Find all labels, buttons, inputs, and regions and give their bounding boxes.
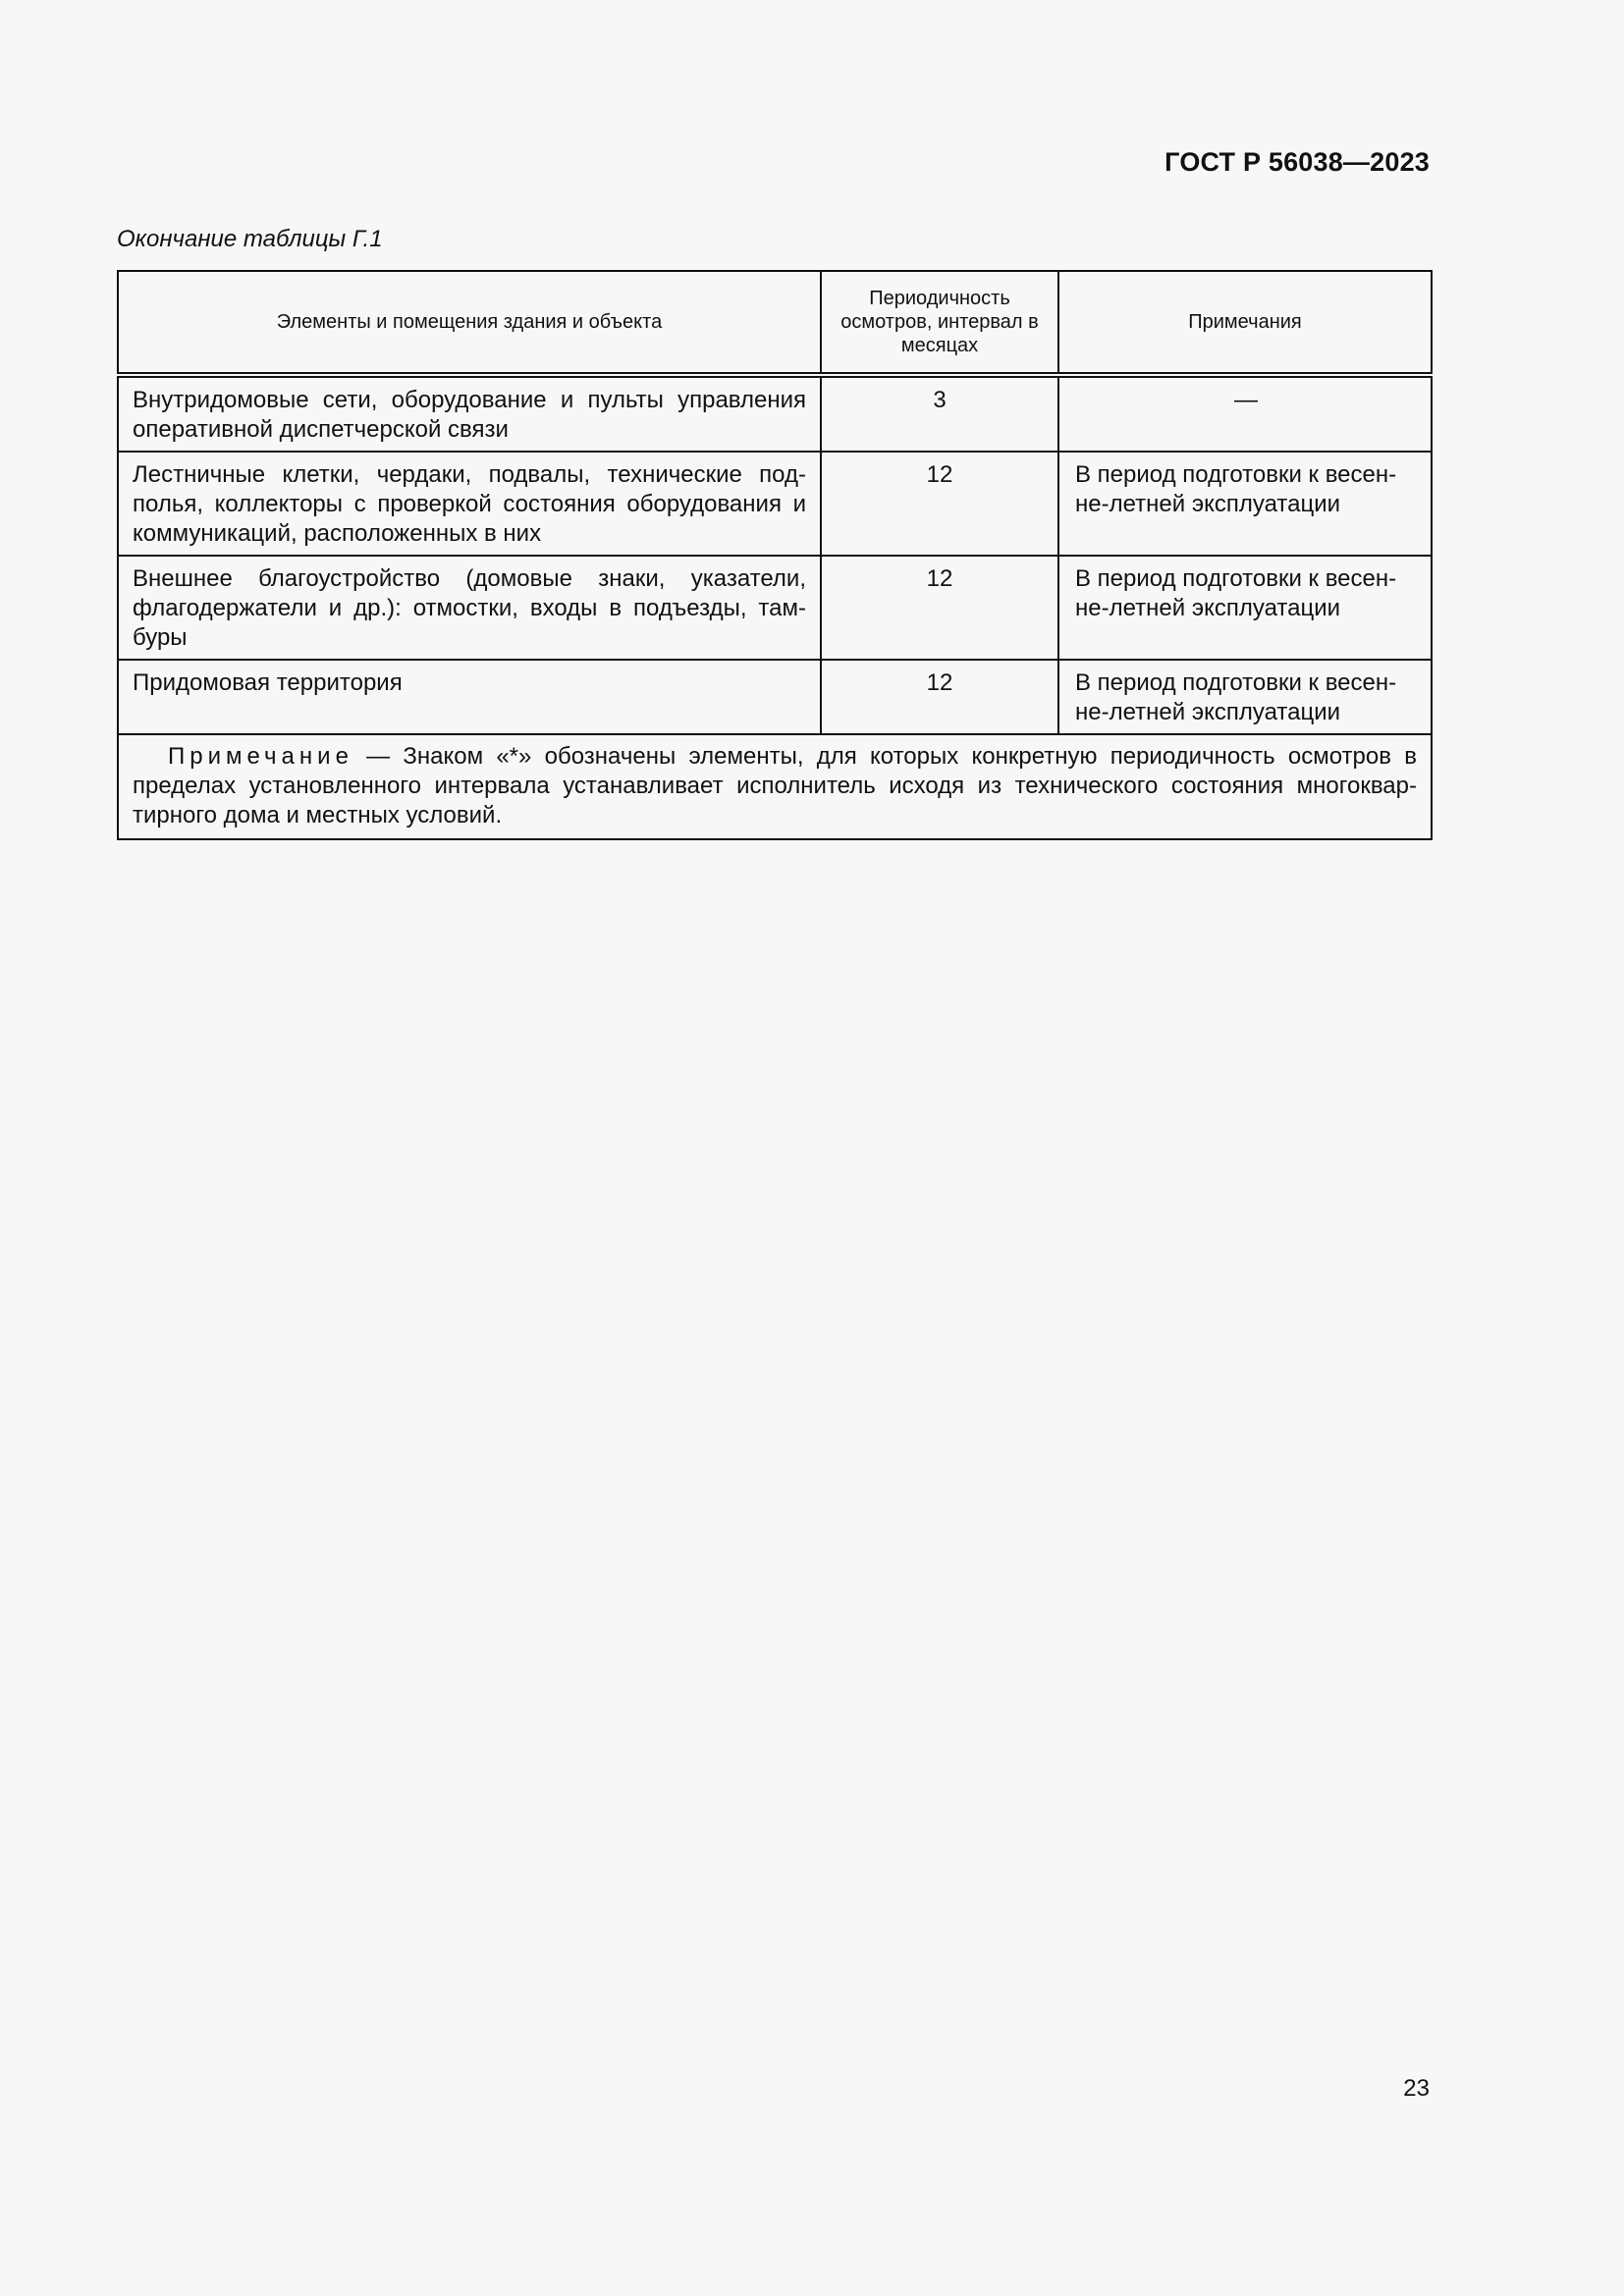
document-code: ГОСТ Р 56038—2023 — [1164, 147, 1430, 177]
cell-note: — — [1058, 375, 1432, 452]
page-number: 23 — [1403, 2075, 1430, 2102]
cell-period: 12 — [821, 556, 1058, 660]
table-header-row — [118, 271, 1432, 375]
table-row — [118, 452, 1432, 556]
footnote-text: — Знаком «*» обозначены элементы, для которых конкретную периодичность осмотров в пределах установленного интервала устанавливает исполнитель исходя из технического состояния многоквар-тирного дома и местных условий. — [133, 743, 1417, 828]
cell-note: В период подготовки к весен-не-летней эксплуатации — [1058, 452, 1432, 556]
cell-element: Лестничные клетки, чердаки, подвалы, технические под-полья, коллекторы с проверкой состояния оборудования и коммуникаций, расположенных в них — [118, 452, 821, 556]
cell-period: 12 — [821, 452, 1058, 556]
table-row — [118, 660, 1432, 734]
table-footnote-row — [118, 734, 1432, 839]
cell-note: В период подготовки к весен-не-летней эксплуатации — [1058, 556, 1432, 660]
table-row — [118, 556, 1432, 660]
cell-element: Внешнее благоустройство (домовые знаки, указатели, флагодержатели и др.): отмостки, входы в подъезды, там-буры — [118, 556, 821, 660]
table-caption: Окончание таблицы Г.1 — [117, 226, 383, 252]
table-footnote — [118, 734, 1432, 839]
cell-period: 12 — [821, 660, 1058, 734]
cell-element: Придомовая территория — [118, 660, 821, 734]
cell-period: 3 — [821, 375, 1058, 452]
cell-note: В период подготовки к весен-не-летней эксплуатации — [1058, 660, 1432, 734]
inspection-table — [117, 270, 1433, 840]
cell-element: Внутридомовые сети, оборудование и пульты управления оперативной диспетчерской связи — [118, 375, 821, 452]
footnote-label: Примечание — [168, 743, 353, 770]
column-header-notes: Примечания — [1058, 271, 1432, 375]
column-header-period: Периодичность осмотров, интервал в месяцах — [821, 271, 1058, 375]
column-header-elements: Элементы и помещения здания и объекта — [118, 271, 821, 375]
table-row — [118, 375, 1432, 452]
